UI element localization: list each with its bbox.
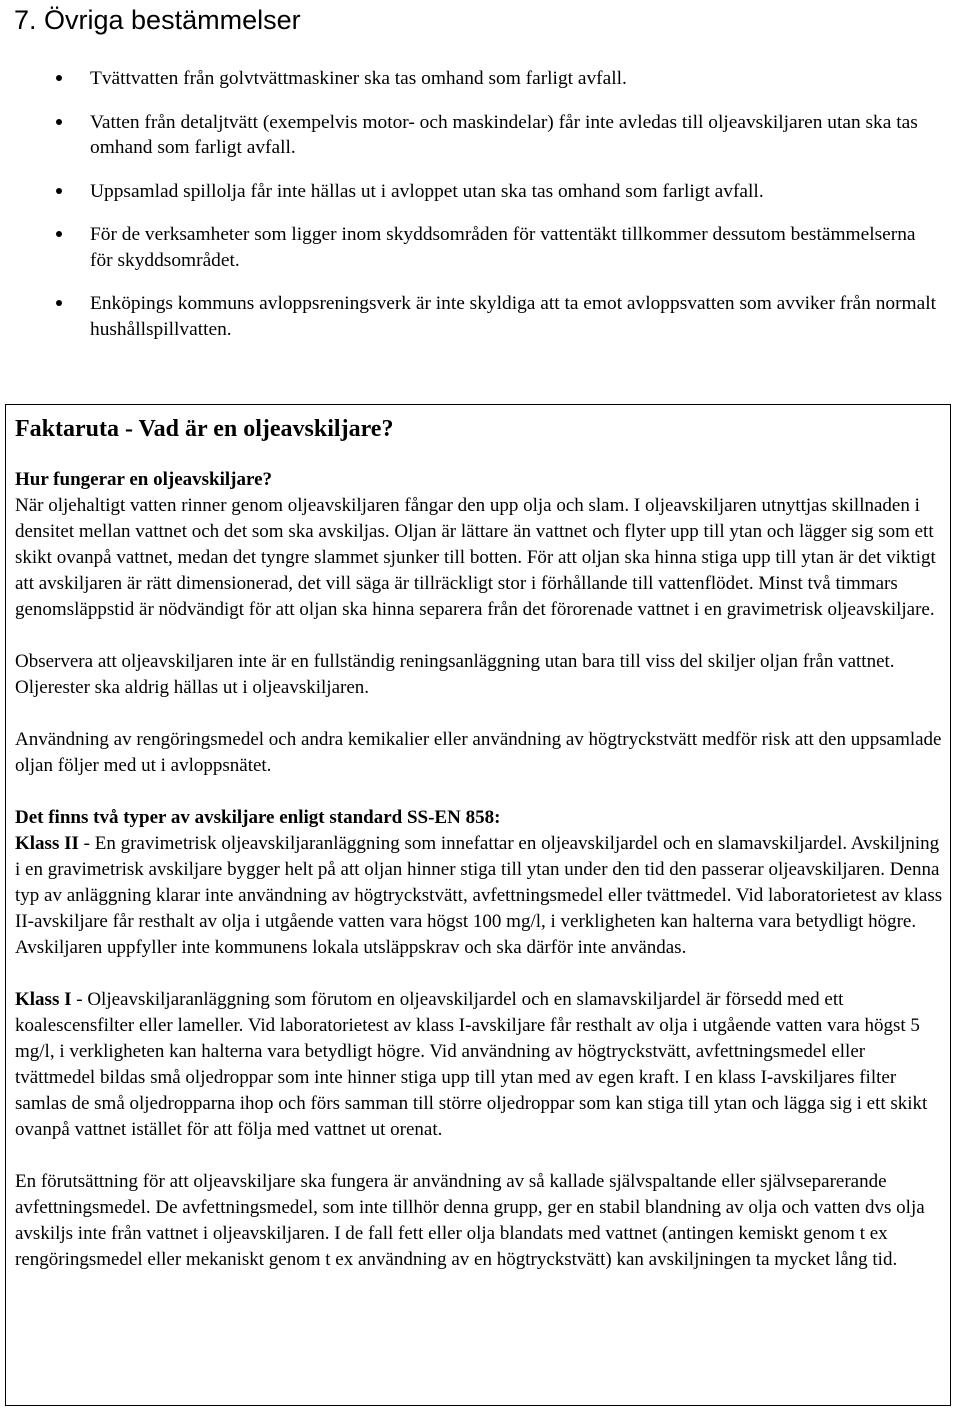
- rules-bullet-list: [0, 66, 940, 360]
- class-1-label: Klass I: [15, 989, 72, 1010]
- bullet-text: För de verksamheter som ligger inom skyddsområden för vattentäkt tillkommer dessutom bestämmelserna för skyddsområdet.: [90, 224, 916, 271]
- observe-text: Observera att oljeavskiljaren inte är en fullständig reningsanläggning utan bara till viss del skiljer oljan från vattnet. Oljerester ska aldrig hällas ut i oljeavskiljaren.: [15, 651, 895, 698]
- how-it-works-text: När oljehaltigt vatten rinner genom oljeavskiljaren fångar den upp olja och slam. I oljeavskiljaren utnyttjas skillnaden i densitet mellan vattnet och det som ska avskiljas. Oljan är lättare än vattnet och flyter upp till ytan och lägger sig som ett skikt ovanpå vattnet, medan det tyngre slammet sjunker till botten. För att oljan ska hinna stiga upp till ytan är det viktigt att avskiljaren är rätt dimensionerad, det vill säga är tillräckligt stor i förhållande till vattenflödet. Minst två timmars genomsläppstid är nödvändigt för att oljan ska hinna separera från det förorenade vattnet i en gravimetrisk oljeavskiljare.: [15, 495, 936, 620]
- bullet-text: Vatten från detaljtvätt (exempelvis motor- och maskindelar) får inte avledas till oljeavskiljaren utan ska tas omhand som farligt avfall.: [90, 111, 918, 158]
- class-2-paragraph: [15, 831, 945, 961]
- class-1-paragraph: [15, 987, 945, 1143]
- how-it-works-heading: Hur fungerar en oljeavskiljare?: [15, 469, 273, 490]
- list-item: [0, 179, 940, 205]
- bullet-icon: [56, 231, 62, 237]
- bullet-text: Enköpings kommuns avloppsreningsverk är inte skyldiga att ta emot avloppsvatten som avviker från normalt hushållspillvatten.: [90, 293, 937, 340]
- bullet-icon: [56, 119, 62, 125]
- list-item: [0, 110, 940, 161]
- factbox: [5, 404, 951, 1406]
- bullet-text: Tvättvatten från golvtvättmaskiner ska tas omhand som farligt avfall.: [90, 68, 627, 89]
- factbox-content: [15, 413, 945, 1273]
- list-item: [0, 222, 940, 273]
- section-heading: 7. Övriga bestämmelser: [14, 5, 301, 35]
- usage-text: Användning av rengöringsmedel och andra kemikalier eller användning av högtryckstvätt medför risk att den uppsamlade oljan följer med ut i avloppsnätet.: [15, 729, 942, 776]
- factbox-title: Faktaruta - Vad är en oljeavskiljare?: [15, 416, 394, 442]
- bullet-icon: [56, 75, 62, 81]
- bullet-icon: [56, 300, 62, 306]
- bullet-text: Uppsamlad spillolja får inte hällas ut i avloppet utan ska tas omhand som farligt avfall.: [90, 180, 764, 202]
- condition-text: En förutsättning för att oljeavskiljare ska fungera är användning av så kallade självspaltande eller självseparerande avfettningsmedel. De avfettningsmedel, som inte tillhör denna grupp, ger en stabil blandning av olja och vatten dvs olja avskiljs inte från vattnet i oljeavskiljaren. I de fall fett eller olja blandats med vattnet (antingen kemiskt genom t ex rengöringsmedel eller mekaniskt genom t ex användning av en högtryckstvätt) kan avskiljningen ta mycket lång tid.: [15, 1171, 925, 1270]
- list-item: [0, 291, 940, 342]
- class-2-label: Klass II: [15, 833, 79, 854]
- list-item: [0, 66, 940, 92]
- bullet-icon: [56, 188, 62, 194]
- separator-types-heading: Det finns två typer av avskiljare enligt standard SS-EN 858:: [15, 807, 501, 828]
- class-1-text: - Oljeavskiljaranläggning som förutom en oljeavskiljardel och en slamavskiljardel är försedd med ett koalescensfilter eller lameller. Vid laboratorietest av klass I-avskiljare får resthalt av olja i utgående vatten vara högst 5 mg/l, i verkligheten kan halterna vara betydligt högre. Vid användning av högtryckstvätt, avfettningsmedel eller tvättmedel bildas små oljedroppar som inte hinner stiga upp till ytan med av egen kraft. I en klass I-avskiljares filter samlas de små oljedropparna ihop och förs samman till större oljedroppar som kan stiga till ytan och lägga sig i ett skikt ovanpå vattnet istället för att följa med vattnet ut orenat.: [15, 989, 928, 1140]
- class-2-text: - En gravimetrisk oljeavskiljaranläggning som innefattar en oljeavskiljardel och en slamavskiljardel. Avskiljning i en gravimetrisk avskiljare bygger helt på att oljan hinner stiga till ytan under den tid den passerar oljeavskiljaren. Denna typ av anläggning klarar inte användning av högtryckstvätt, avfettningsmedel eller tvättmedel. Vid laboratorietest av klass II-avskiljare får resthalt av olja i utgående vatten vara högst 100 mg/l, i verkligheten kan halterna vara betydligt högre. Avskiljaren uppfyller inte kommunens lokala utsläppskrav och ska därför inte användas.: [15, 833, 943, 958]
